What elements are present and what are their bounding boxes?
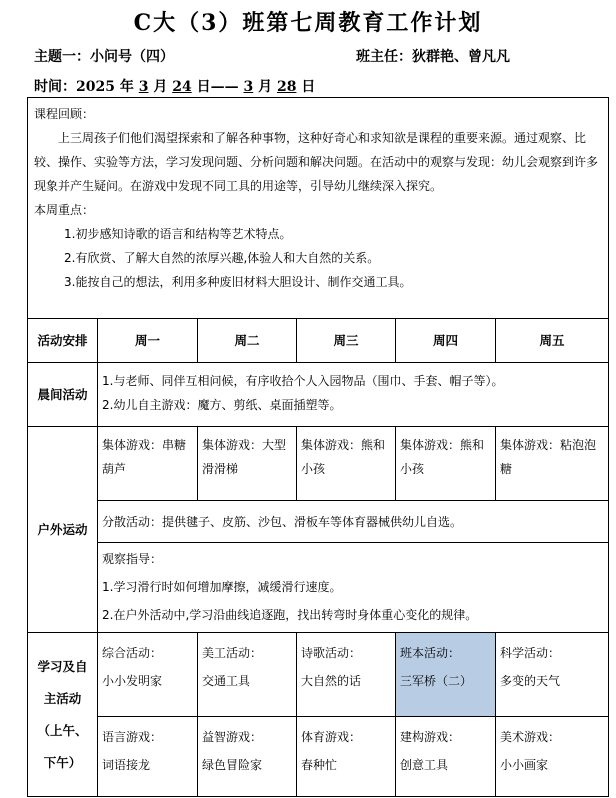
outdoor-game: 集体游戏：串糖葫芦 — [98, 427, 198, 501]
morning-item: 1.与老师、同伴互相问候，有序收拾个人入园物品（围巾、手套、帽子等）。 — [102, 374, 504, 388]
morning-label: 晨间活动 — [28, 363, 98, 427]
activity-name: 创意工具 — [400, 758, 449, 772]
guide-heading: 观察指导： — [102, 552, 163, 566]
outdoor-games-row — [28, 427, 609, 501]
learning-cell — [198, 633, 297, 717]
date-start-month: 3 — [138, 79, 149, 95]
day-header: 周五 — [496, 319, 609, 363]
learning-cell — [396, 717, 496, 797]
activity-type: 益智游戏： — [202, 730, 263, 744]
activity-name: 交通工具 — [202, 674, 251, 688]
guide-item: 1.学习滑行时如何增加摩擦，减缓滑行速度。 — [102, 580, 342, 594]
activity-name: 小小发明家 — [102, 674, 163, 688]
date-unit-day-2: 日 — [301, 79, 316, 95]
learning-label-line: （上午、 — [37, 722, 88, 738]
activity-name: 春种忙 — [301, 758, 338, 772]
outdoor-guide-cell — [98, 543, 609, 633]
learning-cell — [297, 717, 396, 797]
activity-type: 语言游戏： — [102, 730, 163, 744]
page-title: C大（3）班第七周教育工作计划 — [133, 10, 483, 36]
activity-type: 美工活动： — [202, 646, 263, 660]
date-end-day: 28 — [276, 79, 297, 95]
morning-item: 2.幼儿自主游戏：魔方、剪纸、桌面插塑等。 — [102, 398, 342, 412]
review-text: 上三周孩子们他们渴望探索和了解各种事物，这种好奇心和求知欲是课程的重要来源。通过观察、比较、操作、实验等方法，学习发现问题、分析问题和解决问题。在活动中的观察与发现：幼儿会观察到许多现象并产生疑问。在游戏中发现不同工具的用途等，引导幼儿继续深入探究。 — [34, 131, 599, 193]
learning-cell — [496, 633, 609, 717]
learning-cell — [496, 717, 609, 797]
review-cell — [28, 98, 609, 319]
focus-item: 3.能按自己的想法，利用多种废旧材料大胆设计、制作交通工具。 — [64, 275, 412, 289]
date-label: 时间： — [34, 79, 76, 95]
outdoor-scattered: 分散活动：提供毽子、皮筋、沙包、滑板车等体育器械供幼儿自选。 — [98, 501, 609, 543]
activity-name: 多变的天气 — [500, 674, 561, 688]
learning-cell — [297, 633, 396, 717]
day-header: 周三 — [297, 319, 396, 363]
date-year: 2025 — [76, 79, 115, 95]
theme-value: 小问号（四） — [90, 49, 174, 65]
header-label: 活动安排 — [28, 319, 98, 363]
day-header: 周二 — [198, 319, 297, 363]
outdoor-scattered-row — [28, 501, 609, 543]
date-unit-month-2: 月 — [258, 79, 273, 95]
theme-line — [34, 46, 174, 66]
activity-type: 综合活动： — [102, 646, 163, 660]
learning-cell-highlighted — [396, 633, 496, 717]
teacher-line — [356, 46, 510, 66]
guide-item: 2.在户外活动中,学习沿曲线追逐跑，找出转弯时身体重心变化的规律。 — [102, 608, 478, 622]
outdoor-game: 集体游戏：熊和小孩 — [396, 427, 496, 501]
outdoor-game: 集体游戏：粘泡泡糖 — [496, 427, 609, 501]
date-unit-year: 年 — [119, 79, 134, 95]
activity-name: 绿色冒险家 — [202, 758, 263, 772]
theme-label: 主题一： — [34, 49, 90, 65]
teacher-label: 班主任： — [356, 49, 412, 65]
focus-item: 2.有欣赏、了解大自然的浓厚兴趣,体验人和大自然的关系。 — [64, 251, 380, 265]
outdoor-game: 集体游戏：大型滑滑梯 — [198, 427, 297, 501]
activity-type: 美术游戏： — [500, 730, 561, 744]
activity-type: 科学活动： — [500, 646, 561, 660]
header-row — [28, 319, 609, 363]
plan-table — [27, 97, 609, 797]
date-start-day: 24 — [172, 79, 192, 95]
activity-type: 班本活动： — [400, 646, 461, 660]
activity-name: 大自然的话 — [301, 674, 362, 688]
morning-cell — [98, 363, 609, 427]
date-separator: —— — [210, 79, 239, 95]
activity-type: 诗歌活动： — [301, 646, 362, 660]
outdoor-label: 户外运动 — [28, 427, 98, 633]
learning-label-line: 主活动 — [43, 690, 82, 706]
day-header: 周四 — [396, 319, 496, 363]
review-row — [28, 98, 609, 319]
focus-heading: 本周重点： — [34, 203, 95, 217]
activity-name: 小小画家 — [500, 758, 549, 772]
date-line — [34, 76, 315, 96]
review-heading: 课程回顾： — [34, 107, 95, 121]
focus-item: 1.初步感知诗歌的语言和结构等艺术特点。 — [64, 227, 292, 241]
learning-label — [28, 633, 98, 797]
learning-cell — [198, 717, 297, 797]
learning-cell — [98, 633, 198, 717]
date-unit-day: 日 — [196, 79, 211, 95]
learning-label-line: 学习及自 — [37, 658, 88, 674]
day-header: 周一 — [98, 319, 198, 363]
learning-cell — [98, 717, 198, 797]
date-unit-month: 月 — [153, 79, 168, 95]
activity-type: 体育游戏： — [301, 730, 362, 744]
outdoor-game: 集体游戏：熊和小孩 — [297, 427, 396, 501]
date-end-month: 3 — [243, 79, 254, 95]
learning-row-2 — [28, 717, 609, 797]
learning-label-line: 下午） — [43, 754, 82, 770]
activity-name: 三军桥（二） — [400, 674, 473, 688]
learning-row-1 — [28, 633, 609, 717]
activity-name: 词语接龙 — [102, 758, 151, 772]
teacher-value: 狄群艳、曾凡凡 — [412, 49, 510, 65]
activity-type: 建构游戏： — [400, 730, 461, 744]
morning-row — [28, 363, 609, 427]
outdoor-guide-row — [28, 543, 609, 633]
